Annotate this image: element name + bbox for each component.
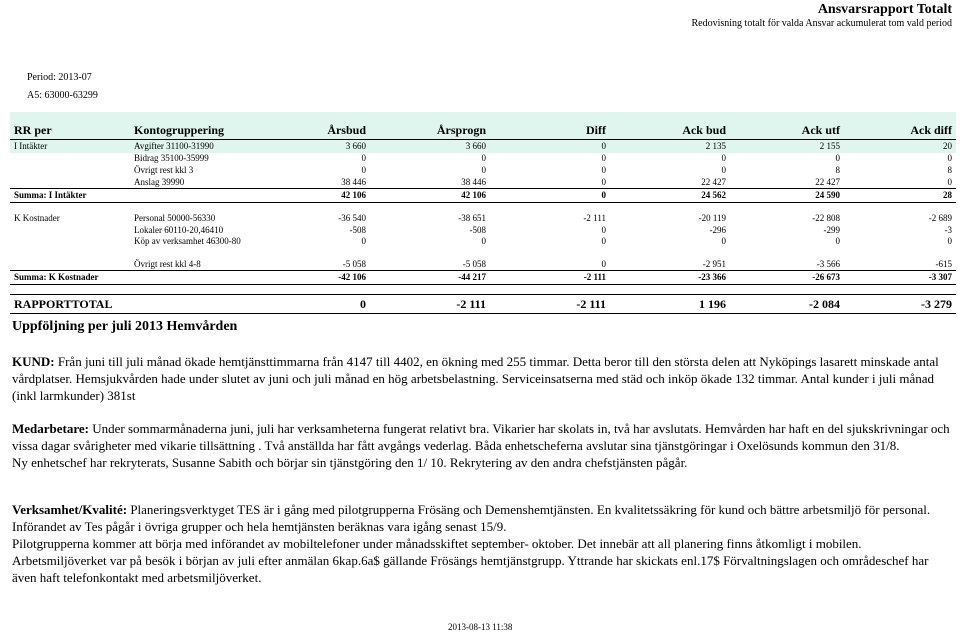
table-cell: -2 111 bbox=[490, 271, 610, 285]
table-cell: -296 bbox=[709, 225, 726, 235]
row-konto: Avgifter 31100-31990 bbox=[134, 141, 214, 151]
section-title: Uppföljning per juli 2013 Hemvården bbox=[12, 319, 238, 334]
col-header: Kontogruppering bbox=[130, 122, 280, 140]
table-cell: 0 bbox=[361, 153, 366, 163]
sum-label: Summa: K Kostnader bbox=[10, 271, 280, 285]
verksamhet-text-3: Arbetsmiljöverket var på besök i början av juli efter anmälan 6kap.6a$ gällande Frösängs hemtjänstgrupp. Yttrande har skickats enl.17$ Förvaltningslagen och områdeschef har även haft telefonkontakt med arbetsmiljöverket. bbox=[12, 553, 929, 585]
total-label: RAPPORTTOTAL bbox=[10, 295, 280, 314]
table-cell: -2 111 bbox=[370, 295, 490, 314]
verksamhet-label: Verksamhet/Kvalité: bbox=[12, 502, 128, 517]
kund-label: KUND: bbox=[12, 354, 55, 369]
medarbetare-text-2: Ny enhetschef har rekryterats, Susanne Sabith och börjar sin tjänstgöring den 1/ 10. Rekrytering av den andra chefstjänsten pågår. bbox=[12, 455, 688, 470]
table-cell: 22 427 bbox=[701, 177, 726, 187]
row-group bbox=[10, 152, 130, 164]
table-cell: -3 bbox=[944, 225, 952, 235]
table-row bbox=[10, 258, 956, 271]
table-cell: -508 bbox=[349, 225, 366, 235]
table-cell: -26 673 bbox=[730, 271, 844, 285]
medarbetare-paragraph bbox=[12, 420, 952, 471]
table-cell: -2 951 bbox=[702, 259, 726, 269]
sum-row-intakter bbox=[10, 189, 956, 203]
table-cell: 38 446 bbox=[341, 177, 366, 187]
table-cell: 0 bbox=[601, 225, 606, 235]
table-cell: -3 279 bbox=[844, 295, 956, 314]
table-cell: 42 106 bbox=[280, 189, 370, 203]
table-cell: -20 119 bbox=[698, 213, 726, 223]
verksamhet-text: Planeringsverktyget TES är i gång med pilotgrupperna Frösäng och Demenshemtjänsten. En kvalitetssäkring för kund och bättre arbetsmiljö för personal. Införandet av Tes pågår i övriga grupper och hela hemtjänsten beräknas vara igång senast 15/9. bbox=[12, 502, 931, 534]
row-group bbox=[10, 258, 130, 271]
kund-text: Från juni till juli månad ökade hemtjänsttimmarna från 4147 till 4402, en ökning med 255 timmar. Detta beror till den största delen att Nyköpings lasarett minskade antal vårdplatser. Hemsjukvården hade under slutet av juni och juli månad en hög arbetsbelastning. Serviceinsatserna med städ och inköp ökade 132 timmar. Antal kunder i juli månad (inkl larmkunder) 381st bbox=[12, 354, 939, 403]
table-cell: 0 bbox=[361, 165, 366, 175]
table-cell: 0 bbox=[601, 259, 606, 269]
table-cell: 0 bbox=[721, 236, 726, 246]
table-cell: -38 651 bbox=[458, 213, 486, 223]
table-cell: -3 307 bbox=[844, 271, 956, 285]
row-group bbox=[10, 224, 130, 236]
table-cell: -22 808 bbox=[812, 213, 840, 223]
row-group bbox=[10, 236, 130, 258]
table-cell: 2 135 bbox=[705, 141, 726, 151]
verksamhet-text-2: Pilotgrupperna kommer att börja med införandet av mobiltelefoner under månadsskiftet september- oktober. Det innebär att all planering finns åtkomligt i mobilen. bbox=[12, 536, 862, 551]
table-cell: 0 bbox=[721, 153, 726, 163]
table-cell: 0 bbox=[361, 236, 366, 246]
period-label: Period: 2013-07 bbox=[27, 72, 92, 83]
col-header: Årsprogn bbox=[370, 122, 490, 140]
sum-label: Summa: I Intäkter bbox=[10, 189, 280, 203]
row-konto: Personal 50000-56330 bbox=[134, 213, 216, 223]
col-header: Ack bud bbox=[610, 122, 730, 140]
row-konto: Övrigt rest kkl 4-8 bbox=[134, 259, 201, 269]
table-cell: 8 bbox=[835, 165, 840, 175]
row-group bbox=[10, 164, 130, 176]
row-konto: Övrigt rest kkl 3 bbox=[134, 165, 194, 175]
table-cell: -2 111 bbox=[490, 295, 610, 314]
row-konto: Anslag 39990 bbox=[134, 177, 185, 187]
row-group bbox=[10, 176, 130, 189]
table-cell: 42 106 bbox=[370, 189, 490, 203]
report-title: Ansvarsrapport Totalt bbox=[817, 2, 952, 17]
table-cell: 0 bbox=[601, 165, 606, 175]
col-header: Diff bbox=[490, 122, 610, 140]
row-group: K Kostnader bbox=[14, 213, 60, 223]
row-group: I Intäkter bbox=[14, 141, 48, 151]
col-header: RR per bbox=[10, 122, 130, 140]
table-cell: 0 bbox=[601, 153, 606, 163]
table-cell: -615 bbox=[935, 259, 952, 269]
table-cell: -36 540 bbox=[338, 213, 366, 223]
table-cell: -2 689 bbox=[928, 213, 952, 223]
table-cell: -42 106 bbox=[280, 271, 370, 285]
table-cell: 38 446 bbox=[461, 177, 486, 187]
table-row bbox=[10, 140, 956, 153]
table-cell: 8 bbox=[947, 165, 952, 175]
table-cell: 0 bbox=[835, 236, 840, 246]
total-row bbox=[10, 295, 956, 314]
table-row bbox=[10, 224, 956, 236]
col-header: Årsbud bbox=[280, 122, 370, 140]
table-cell: 20 bbox=[943, 141, 952, 151]
table-row bbox=[10, 152, 956, 164]
table-cell: 0 bbox=[835, 153, 840, 163]
table-cell: -44 217 bbox=[370, 271, 490, 285]
table-cell: 0 bbox=[481, 165, 486, 175]
row-konto: Lokaler 60110-20,46410 bbox=[134, 225, 224, 235]
medarbetare-text: Under sommarmånaderna juni, juli har verksamheterna fungerat relativt bra. Vikarier har skolats in, två har avslutats. Hemvården har haft en del sjukskrivningar och vissa dagar svårigheter med vikarie tillsättning . Två anställda har fått avgångs vederlag. Båda enhetscheferna avslutar sina tjänstgöringar i Oxelösunds kommun den 31/8. bbox=[12, 421, 950, 453]
table-cell: 0 bbox=[947, 236, 952, 246]
table-cell: -5 058 bbox=[342, 259, 366, 269]
table-cell: 3 660 bbox=[465, 141, 486, 151]
table-cell: -3 566 bbox=[816, 259, 840, 269]
table-cell: 0 bbox=[481, 153, 486, 163]
row-konto: Köp av verksamhet 46300-80 bbox=[134, 236, 241, 246]
table-cell: 24 590 bbox=[730, 189, 844, 203]
table-header-row bbox=[10, 122, 956, 140]
kund-paragraph bbox=[12, 353, 952, 404]
table-cell: -2 084 bbox=[730, 295, 844, 314]
table-cell: 0 bbox=[947, 177, 952, 187]
table-cell: 0 bbox=[601, 177, 606, 187]
table-cell: 0 bbox=[601, 141, 606, 151]
medarbetare-label: Medarbetare: bbox=[12, 421, 90, 436]
col-header: Ack utf bbox=[730, 122, 844, 140]
table-cell: 0 bbox=[481, 236, 486, 246]
footer-timestamp: 2013-08-13 11:38 bbox=[448, 622, 513, 632]
table-cell: 1 196 bbox=[610, 295, 730, 314]
table-row bbox=[10, 236, 956, 258]
col-header: Ack diff bbox=[844, 122, 956, 140]
table-row bbox=[10, 164, 956, 176]
table-cell: 3 660 bbox=[345, 141, 366, 151]
table-cell: -23 366 bbox=[610, 271, 730, 285]
table-cell: 0 bbox=[280, 295, 370, 314]
table-cell: -508 bbox=[469, 225, 486, 235]
table-cell: 24 562 bbox=[610, 189, 730, 203]
table-cell: 0 bbox=[601, 236, 606, 246]
table-cell: 0 bbox=[721, 165, 726, 175]
ansvar-label: A5: 63000-63299 bbox=[27, 90, 98, 101]
report-subtitle: Redovisning totalt för valda Ansvar ackumulerat tom vald period bbox=[691, 18, 952, 29]
table-row bbox=[10, 176, 956, 189]
verksamhet-paragraph bbox=[12, 501, 952, 586]
sum-row-kostnader bbox=[10, 271, 956, 285]
table-row bbox=[10, 212, 956, 224]
table-cell: 2 155 bbox=[819, 141, 840, 151]
table-cell: 22 427 bbox=[815, 177, 840, 187]
table-cell: -2 111 bbox=[583, 213, 606, 223]
report-header bbox=[692, 2, 953, 30]
table-cell: 28 bbox=[844, 189, 956, 203]
row-konto: Bidrag 35100-35999 bbox=[134, 153, 209, 163]
table-cell: -299 bbox=[823, 225, 840, 235]
result-table bbox=[10, 122, 956, 314]
table-cell: 0 bbox=[947, 153, 952, 163]
table-cell: -5 058 bbox=[462, 259, 486, 269]
table-cell: 0 bbox=[490, 189, 610, 203]
